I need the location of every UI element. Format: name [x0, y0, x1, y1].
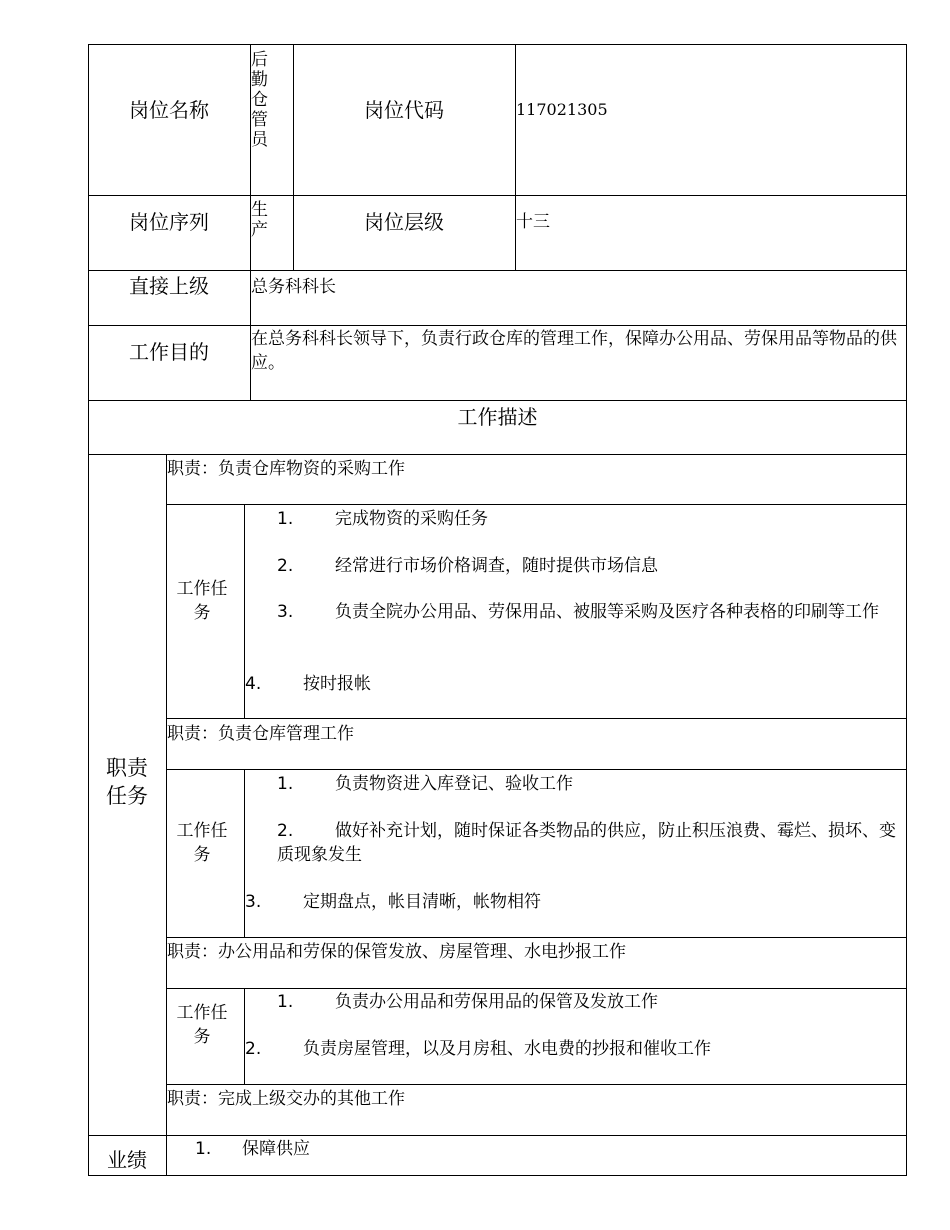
- superior-label: 直接上级: [129, 274, 209, 298]
- col-divider: [244, 988, 245, 1084]
- row-divider: [88, 325, 907, 326]
- row-divider: [166, 718, 907, 719]
- col-divider: [166, 454, 167, 1176]
- task-item: 1. 负责办公用品和劳保用品的保管及发放工作: [277, 992, 658, 1012]
- task-item: 1. 完成物资的采购任务: [277, 509, 488, 529]
- post-code-value: 117021305: [516, 100, 608, 119]
- purpose-value: 在总务科科长领导下，负责行政仓库的管理工作，保障办公用品、劳保用品等物品的供应。: [251, 329, 897, 373]
- row-divider: [88, 454, 907, 455]
- task-item: 1. 负责物资进入库登记、验收工作: [277, 774, 573, 794]
- post-level-label: 岗位层级: [364, 210, 444, 234]
- row-divider: [166, 988, 907, 989]
- duties-label: 职责任务: [106, 756, 148, 808]
- row-divider: [88, 1135, 907, 1136]
- col-divider: [293, 44, 294, 270]
- row-divider: [88, 270, 907, 271]
- description-title: 工作描述: [457, 405, 538, 429]
- purpose-label: 工作目的: [129, 340, 209, 364]
- row-divider: [166, 1084, 907, 1085]
- col-divider: [515, 44, 516, 270]
- post-series-label: 岗位序列: [129, 210, 209, 234]
- row-divider: [166, 504, 907, 505]
- row-divider: [88, 400, 907, 401]
- row-divider: [88, 195, 907, 196]
- post-series-value: 生产: [251, 200, 268, 240]
- post-code-label: 岗位代码: [364, 98, 444, 122]
- task-label: 工作任务: [176, 1003, 228, 1047]
- row-divider: [166, 937, 907, 938]
- post-level-value: 十三: [516, 212, 550, 232]
- duty-title: 职责：负责仓库物资的采购工作: [167, 459, 405, 479]
- task-item: 3. 负责全院办公用品、劳保用品、被服等采购及医疗各种表格的印刷等工作: [277, 602, 879, 622]
- post-name-label: 岗位名称: [129, 98, 209, 122]
- duty-title: 职责：办公用品和劳保的保管发放、房屋管理、水电抄报工作: [167, 942, 626, 962]
- task-item: 2. 经常进行市场价格调查，随时提供市场信息: [277, 556, 658, 576]
- duty-title: 职责：完成上级交办的其他工作: [167, 1089, 405, 1109]
- task-item: 2. 做好补充计划，随时保证各类物品的供应，防止积压浪费、霉烂、损坏、变质现象发生: [277, 821, 896, 865]
- task-label: 工作任务: [176, 821, 228, 865]
- row-divider: [166, 769, 907, 770]
- duty-title: 职责：负责仓库管理工作: [167, 724, 354, 744]
- task-item: 2. 负责房屋管理，以及月房租、水电费的抄报和催收工作: [245, 1039, 711, 1059]
- superior-value: 总务科科长: [251, 277, 336, 297]
- post-name-value: 后勤仓管员: [251, 50, 268, 150]
- performance-item: 1. 保障供应: [195, 1139, 310, 1159]
- task-item: 3. 定期盘点，帐目清晰，帐物相符: [245, 892, 541, 912]
- task-label: 工作任务: [176, 579, 228, 623]
- task-item: 4. 按时报帐: [245, 674, 371, 694]
- performance-label: 业绩: [107, 1148, 147, 1172]
